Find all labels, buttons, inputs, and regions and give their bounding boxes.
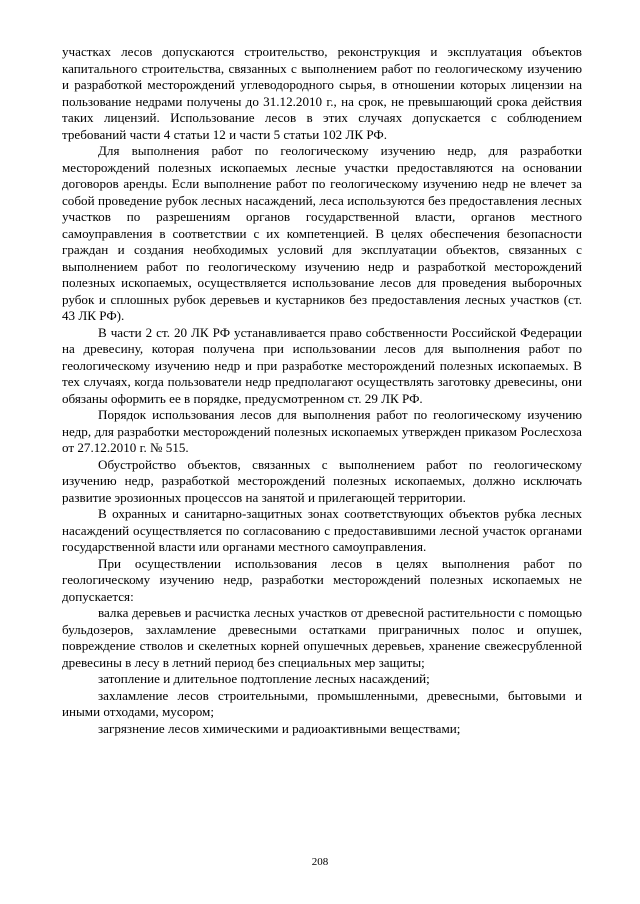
list-item-3: захламление лесов строительными, промышленными, древесными, бытовыми и иными отходами, мусором;: [62, 687, 582, 719]
paragraph-3: В части 2 ст. 20 ЛК РФ устанавливается право собственности Российской Федерации на древесину, которая получена при использовании лесов для выполнения работ по геологическому изучению недр и при разработке месторождений полезных ископаемых. В тех случаях, когда пользователи недр предполагают осуществлять заготовку древесины, они обязаны оформить ее в порядке, предусмотренном ст. 29 ЛК РФ.: [62, 324, 582, 406]
page-number: 208: [311, 856, 329, 868]
body-text: [62, 44, 582, 737]
paragraph-6: В охранных и санитарно-защитных зонах соответствующих объектов рубка лесных насаждений осуществляется по согласованию с предоставившими лесной участок органами государственной власти или органами местного самоуправления.: [62, 506, 582, 554]
list-item-2: затопление и длительное подтопление лесных насаждений;: [98, 671, 430, 686]
list-item-4: загрязнение лесов химическими и радиоактивными веществами;: [98, 720, 461, 736]
paragraph-4: Порядок использования лесов для выполнения работ по геологическому изучению недр, для разработки месторождений полезных ископаемых утвержден приказом Рослесхоза от 27.12.2010 г. № 515.: [62, 407, 582, 455]
list-item-1: валка деревьев и расчистка лесных участков от древесной растительности с помощью бульдозеров, захламление древесными остатками приграничных полос и опушек, повреждение стволов и скелетных корней опушечных деревьев, хранение свежесрубленной древесины в лесу в летний период без специальных мер защиты;: [62, 605, 582, 670]
paragraph-7: При осуществлении использования лесов в целях выполнения работ по геологическому изучению недр, разработки месторождений полезных ископаемых не допускается:: [62, 555, 582, 604]
paragraph-5: Обустройство объектов, связанных с выполнением работ по геологическому изучению недр, разработкой месторождений полезных ископаемых, должно исключать развитие эрозионных процессов на занятой и прилегающей территории.: [62, 456, 582, 505]
paragraph-2: Для выполнения работ по геологическому изучению недр, для разработки месторождений полезных ископаемых лесные участки предоставляются на основании договоров аренды. Если выполнение работ по геологическому изучению недр не влечет за собой проведение рубок лесных насаждений, леса используются без предоставления лесных участков по разрешениям органов государственной власти, органов местного самоуправления в соответствии с их компетенцией. В целях обеспечения безопасности граждан и создания необходимых условий для эксплуатации объектов, связанных с выполнением работ по геологическому изучению недр и разработкой месторождений полезных ископаемых, осуществляется использование лесов для проведения выборочных рубок и сплошных рубок деревьев и кустарников без предоставления лесных участков (ст. 43 ЛК РФ).: [62, 143, 582, 323]
paragraph-1: участках лесов допускаются строительство, реконструкция и эксплуатация объектов капитального строительства, связанных с выполнением работ по геологическому изучению и разработкой месторождений углеводородного сырья, в отношении которых лицензии на пользование недрами получены до 31.12.2010 г., на срок, не превышающий срока действия таких лицензий. Использование лесов в этих случаях допускается с соблюдением требований части 4 статьи 12 и части 5 статьи 102 ЛК РФ.: [62, 44, 582, 142]
